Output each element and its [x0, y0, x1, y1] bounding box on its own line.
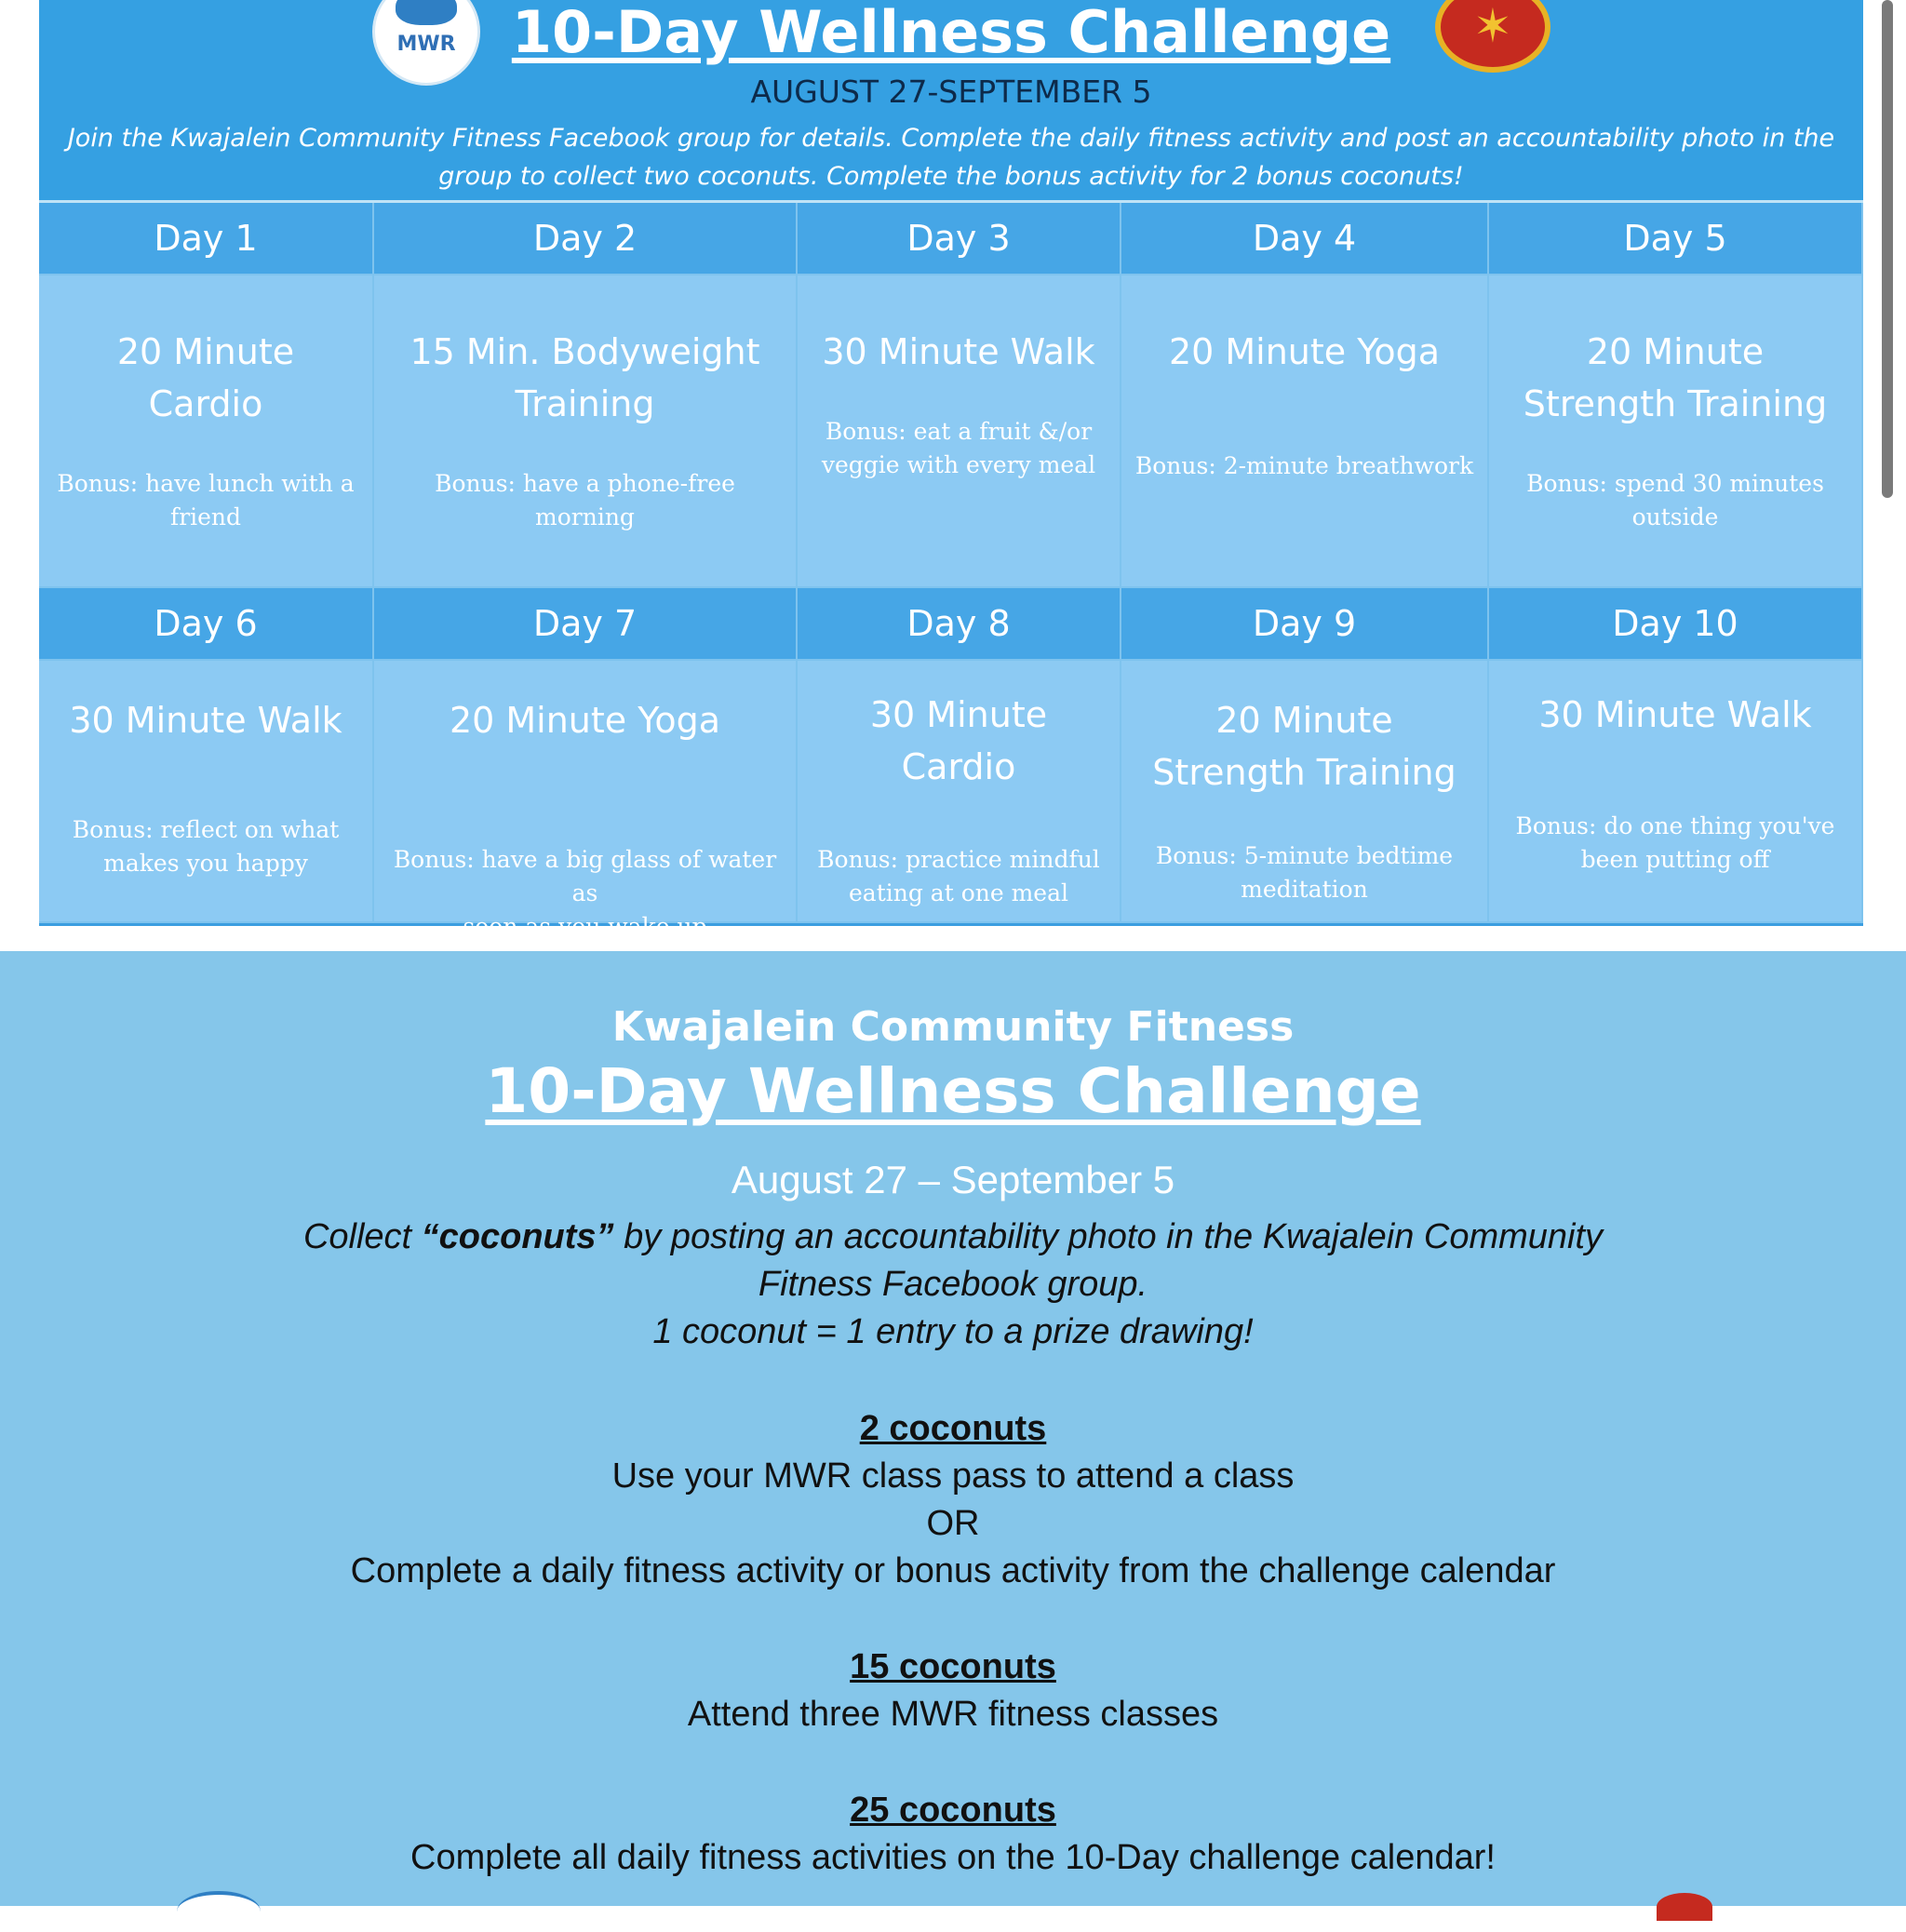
challenge-calendar-grid [39, 203, 1863, 940]
mwr-logo-icon: MWR [372, 0, 480, 86]
army-insignia-icon: ✶ [1435, 0, 1550, 73]
day-label: Day 8 [798, 588, 1121, 661]
activity-title: 30 Minute Cardio [869, 694, 1048, 787]
bonus-text: Bonus: practice mindful eating at one meal [817, 846, 1100, 906]
flyer-org-name: Kwajalein Community Fitness [611, 1003, 1295, 1051]
bonus-text: Bonus: have a big glass of water as soon as you wake up [393, 846, 777, 940]
wellness-calendar-poster [39, 0, 1863, 940]
tier-2-coconuts: 2 coconuts Use your MWR class pass to attend a class OR Complete a daily fitness activity or bonus activity from the challenge calendar [0, 1405, 1906, 1595]
day-label: Day 1 [39, 203, 374, 275]
bonus-text: Bonus: have lunch with a friend [57, 470, 355, 530]
bonus-text: Bonus: 5-minute bedtime meditation [1155, 842, 1454, 903]
activity-title: 20 Minute Yoga [1168, 331, 1441, 372]
activity-title: 30 Minute Walk [822, 331, 1095, 372]
flyer-dates: August 27 – September 5 [731, 1158, 1175, 1201]
army-insignia-icon [1657, 1893, 1712, 1921]
day-activity-cell [374, 661, 798, 940]
day-label: Day 6 [39, 588, 374, 661]
activity-title: 15 Min. Bodyweight Training [409, 331, 760, 424]
day-activity-cell [1121, 661, 1489, 923]
poster-dates: AUGUST 27-SEPTEMBER 5 [750, 74, 1152, 110]
activity-title: 20 Minute Yoga [449, 700, 721, 741]
tier-15-coconuts: 15 coconuts Attend three MWR fitness classes [0, 1644, 1906, 1738]
day-activity-cell [39, 661, 374, 923]
poster-header [39, 0, 1863, 203]
day-label: Day 10 [1489, 588, 1863, 661]
activity-title: 20 Minute Strength Training [1523, 331, 1828, 424]
day-label: Day 7 [374, 588, 798, 661]
tier-heading: 2 coconuts [859, 1409, 1047, 1448]
day-activity-cell [798, 661, 1121, 923]
flyer-title: 10-Day Wellness Challenge [485, 1055, 1421, 1127]
bonus-text: Bonus: have a phone-free morning [435, 470, 735, 530]
activity-title: 30 Minute Walk [69, 700, 342, 741]
tier-heading: 15 coconuts [850, 1647, 1056, 1686]
tier-25-coconuts: 25 coconuts Complete all daily fitness activities on the 10-Day challenge calendar! [0, 1787, 1906, 1882]
bonus-text: Bonus: eat a fruit &/or veggie with every meal [821, 418, 1096, 478]
activity-title: 30 Minute Walk [1538, 694, 1812, 735]
bonus-text: Bonus: 2-minute breathwork [1134, 452, 1474, 479]
bonus-text: Bonus: spend 30 minutes outside [1526, 470, 1824, 530]
day-activity-cell [1489, 661, 1863, 923]
wellness-rules-flyer [0, 951, 1906, 1906]
day-label: Day 4 [1121, 203, 1489, 275]
day-label: Day 3 [798, 203, 1121, 275]
day-activity-cell [374, 275, 798, 588]
day-label: Day 9 [1121, 588, 1489, 661]
tier-heading: 25 coconuts [850, 1791, 1056, 1830]
day-activity-cell [798, 275, 1121, 588]
day-activity-cell [39, 275, 374, 588]
activity-title: 20 Minute Strength Training [1152, 700, 1456, 793]
day-label: Day 2 [374, 203, 798, 275]
poster-intro: Join the Kwajalein Community Fitness Facebook group for details. Complete the daily fitness activity and post an accountability photo in the group to collect two coconuts. Complete the bonus activity for 2 bonus coconuts! [67, 124, 1835, 191]
scrollbar-thumb[interactable] [1882, 0, 1893, 498]
bonus-text: Bonus: do one thing you've been putting off [1515, 812, 1835, 873]
collect-description: Collect “coconuts” by posting an accountability photo in the Kwajalein Community Fitness Facebook group. 1 coconut = 1 entry to a prize drawing! [302, 1217, 1604, 1351]
bonus-text: Bonus: reflect on what makes you happy [72, 816, 340, 877]
poster-title: 10-Day Wellness Challenge [511, 0, 1391, 66]
day-activity-cell [1121, 275, 1489, 588]
day-activity-cell [1489, 275, 1863, 588]
mwr-logo-icon [177, 1891, 261, 1932]
activity-title: 20 Minute Cardio [116, 331, 295, 424]
day-label: Day 5 [1489, 203, 1863, 275]
